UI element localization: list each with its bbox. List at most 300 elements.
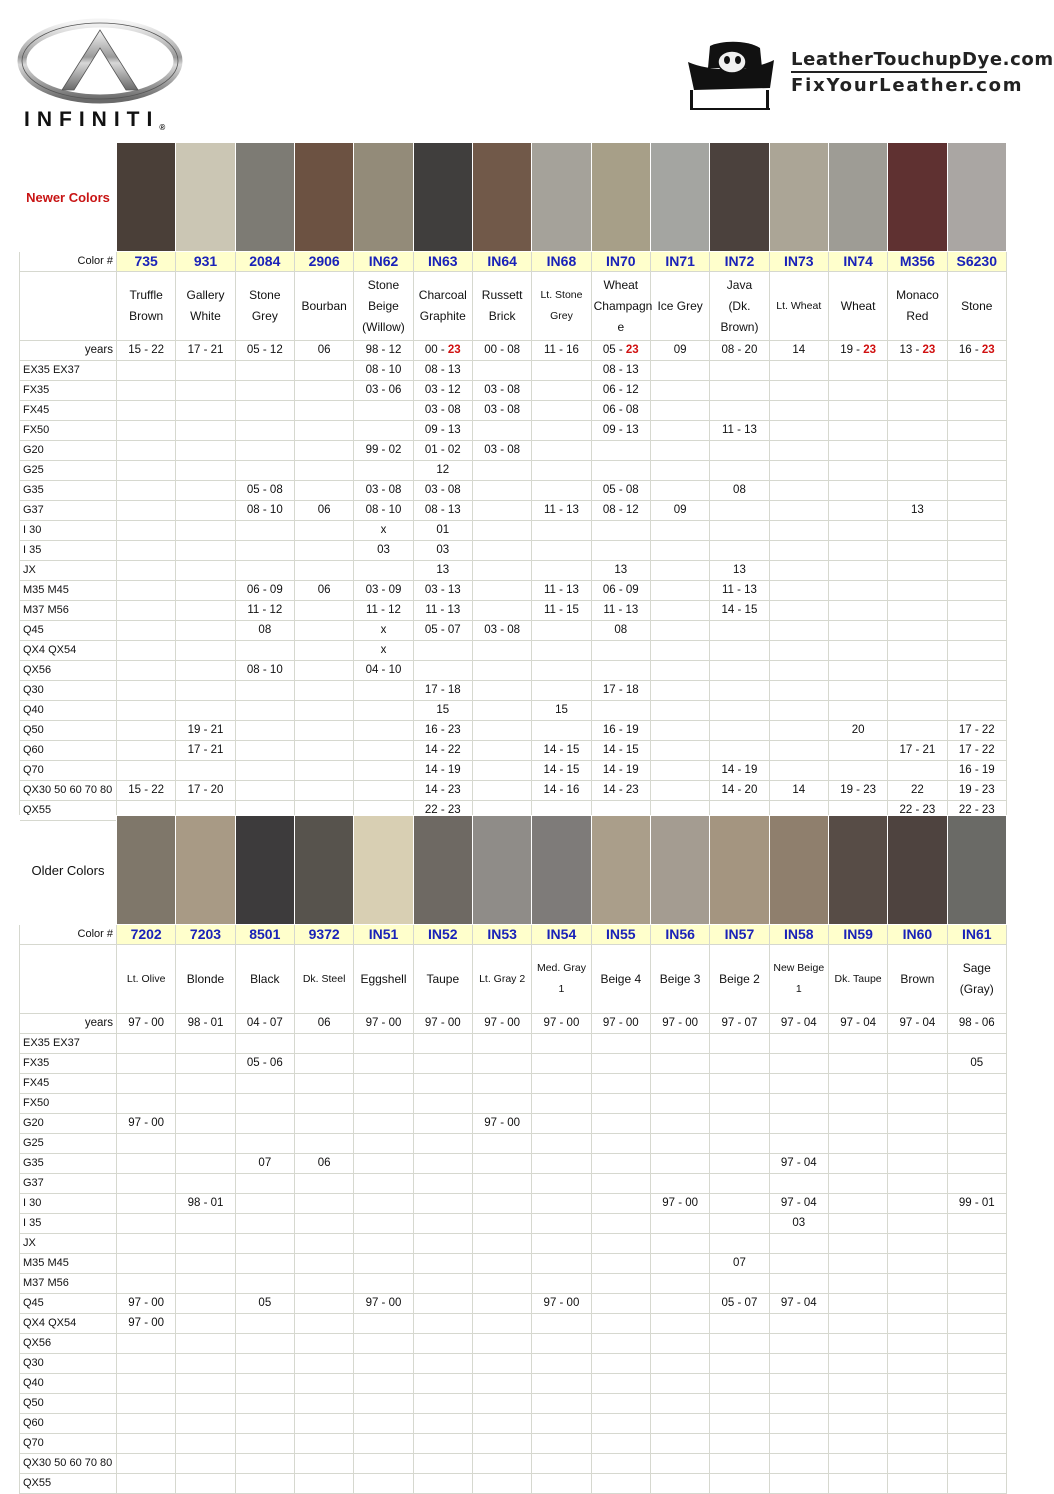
model-row	[20, 641, 1007, 661]
year-cell	[235, 1174, 294, 1194]
color-swatch	[176, 816, 235, 925]
year-cell: 19 - 23	[828, 781, 887, 801]
model-row	[20, 601, 1007, 621]
year-cell	[650, 1474, 709, 1494]
year-cell	[354, 701, 413, 721]
year-cell	[294, 701, 353, 721]
model-row	[20, 721, 1007, 741]
year-cell	[591, 1294, 650, 1314]
color-code: IN74	[828, 252, 887, 272]
model-name: G37	[20, 501, 117, 521]
year-cell: 03 - 08	[472, 381, 531, 401]
year-cell	[235, 1234, 294, 1254]
year-cell	[769, 721, 828, 741]
year-cell: 17 - 22	[947, 721, 1006, 741]
year-cell	[235, 1194, 294, 1214]
year-cell	[650, 561, 709, 581]
year-cell	[354, 1134, 413, 1154]
year-part: 97 - 00	[484, 1017, 521, 1029]
color-swatch	[532, 143, 591, 252]
model-row	[20, 421, 1007, 441]
color-name	[294, 272, 353, 341]
year-part: 97 - 04	[780, 1017, 817, 1029]
year-cell: 17 - 18	[413, 681, 472, 701]
year-cell	[472, 581, 531, 601]
year-cell: 03 - 08	[413, 481, 472, 501]
model-name: M35 M45	[20, 581, 117, 601]
year-cell: 13	[888, 501, 947, 521]
year-cell	[235, 1394, 294, 1414]
year-cell	[176, 541, 235, 561]
year-cell: 97 - 04	[769, 1154, 828, 1174]
year-cell: 15	[532, 701, 591, 721]
year-cell	[235, 1034, 294, 1054]
year-cell: 06	[294, 581, 353, 601]
color-name-line: Stone	[249, 288, 281, 302]
year-cell: 16 - 19	[947, 761, 1006, 781]
color-name-line: Beige	[368, 298, 399, 313]
year-cell	[769, 1134, 828, 1154]
color-swatch	[354, 816, 413, 925]
model-name: QX56	[20, 661, 117, 681]
year-cell	[532, 361, 591, 381]
year-cell	[472, 541, 531, 561]
year-cell	[947, 1454, 1006, 1474]
year-cell	[472, 681, 531, 701]
year-cell	[532, 1194, 591, 1214]
year-cell	[235, 761, 294, 781]
year-part: 98 - 01	[187, 1017, 224, 1029]
model-row	[20, 1294, 1007, 1314]
model-name: FX35	[20, 381, 117, 401]
model-row	[20, 441, 1007, 461]
year-cell	[888, 601, 947, 621]
year-cell	[769, 1254, 828, 1274]
year-cell	[235, 1454, 294, 1474]
year-cell: 13	[413, 561, 472, 581]
year-cell	[294, 1134, 353, 1154]
model-row	[20, 1174, 1007, 1194]
color-name-line: White	[190, 309, 221, 323]
color-name-line: New Beige	[773, 962, 825, 974]
year-cell: 01 - 02	[413, 441, 472, 461]
year-part: 97 - 00	[424, 1017, 461, 1029]
years-label: years	[20, 341, 117, 361]
model-row	[20, 541, 1007, 561]
color-name	[828, 945, 887, 1014]
year-cell	[354, 461, 413, 481]
year-cell	[117, 721, 176, 741]
year-cell	[710, 1054, 769, 1074]
color-name	[710, 272, 769, 341]
model-name: Q30	[20, 681, 117, 701]
color-code: S6230	[947, 252, 1006, 272]
year-cell	[947, 1314, 1006, 1334]
year-cell	[117, 541, 176, 561]
year-cell	[532, 461, 591, 481]
color-name	[947, 945, 1006, 1014]
year-cell	[117, 1134, 176, 1154]
year-cell	[650, 1374, 709, 1394]
year-cell	[591, 661, 650, 681]
year-cell	[650, 441, 709, 461]
year-cell	[117, 661, 176, 681]
year-cell	[176, 1154, 235, 1174]
year-cell	[769, 1174, 828, 1194]
color-code: IN62	[354, 252, 413, 272]
year-cell: 01	[413, 521, 472, 541]
color-name-line: 1	[795, 983, 802, 995]
year-cell	[235, 1434, 294, 1454]
year-cell: 97 - 04	[769, 1194, 828, 1214]
year-cell: 14 - 20	[710, 781, 769, 801]
year-cell: 11 - 13	[591, 601, 650, 621]
year-cell	[769, 461, 828, 481]
year-cell	[947, 561, 1006, 581]
year-cell	[947, 1274, 1006, 1294]
year-cell	[947, 381, 1006, 401]
model-name: JX	[20, 561, 117, 581]
year-cell	[888, 621, 947, 641]
year-cell: 03 - 09	[354, 581, 413, 601]
year-cell	[888, 1234, 947, 1254]
color-name	[769, 945, 828, 1014]
year-cell: 17 - 21	[888, 741, 947, 761]
year-cell	[235, 781, 294, 801]
year-cell	[294, 541, 353, 561]
year-cell: 03	[769, 1214, 828, 1234]
year-cell	[769, 1354, 828, 1374]
year-cell	[472, 1174, 531, 1194]
year-cell	[354, 1274, 413, 1294]
color-name-line: (Dk.	[728, 298, 751, 313]
year-cell	[413, 1234, 472, 1254]
year-cell	[354, 1474, 413, 1494]
year-cell	[176, 1454, 235, 1474]
year-range	[947, 341, 1006, 361]
brand-block	[680, 38, 1054, 116]
year-cell: 14 - 19	[710, 761, 769, 781]
year-cell	[947, 1474, 1006, 1494]
year-range	[769, 1014, 828, 1034]
year-cell	[650, 1234, 709, 1254]
year-cell	[769, 441, 828, 461]
year-cell	[354, 1114, 413, 1134]
year-cell	[176, 1414, 235, 1434]
year-cell	[947, 1094, 1006, 1114]
year-cell	[947, 1074, 1006, 1094]
year-cell	[235, 1414, 294, 1434]
year-cell	[176, 621, 235, 641]
year-cell	[888, 441, 947, 461]
year-cell	[413, 1194, 472, 1214]
year-cell	[769, 501, 828, 521]
year-cell	[828, 401, 887, 421]
year-cell	[828, 1414, 887, 1434]
year-cell	[888, 361, 947, 381]
year-cell	[294, 1194, 353, 1214]
year-cell	[354, 681, 413, 701]
color-name-line: Taupe	[426, 971, 460, 986]
year-cell	[472, 601, 531, 621]
color-swatch	[591, 816, 650, 925]
year-cell	[532, 441, 591, 461]
year-cell	[710, 541, 769, 561]
year-cell	[472, 361, 531, 381]
year-cell	[650, 461, 709, 481]
year-cell: 08 - 13	[591, 361, 650, 381]
year-cell	[710, 381, 769, 401]
model-row	[20, 581, 1007, 601]
color-name-line: Wheat	[603, 277, 639, 292]
year-cell	[413, 1354, 472, 1374]
model-row	[20, 1374, 1007, 1394]
year-cell	[947, 1214, 1006, 1234]
year-cell	[710, 1114, 769, 1134]
year-cell	[294, 1334, 353, 1354]
color-code: IN53	[472, 925, 531, 945]
year-cell	[710, 441, 769, 461]
year-cell	[650, 601, 709, 621]
model-name: Q70	[20, 1434, 117, 1454]
year-cell	[888, 641, 947, 661]
year-cell	[591, 521, 650, 541]
year-range	[947, 1014, 1006, 1034]
year-cell	[828, 1454, 887, 1474]
year-cell	[947, 1034, 1006, 1054]
year-cell	[354, 781, 413, 801]
year-cell	[828, 1314, 887, 1334]
year-cell	[532, 1314, 591, 1334]
color-code: IN71	[650, 252, 709, 272]
year-cell	[176, 1054, 235, 1074]
year-cell	[117, 1414, 176, 1434]
year-cell	[888, 1274, 947, 1294]
color-name-line: Charcoal	[418, 288, 467, 302]
color-swatch	[947, 143, 1006, 252]
year-cell	[947, 1294, 1006, 1314]
year-cell: 04 - 10	[354, 661, 413, 681]
year-cell	[176, 361, 235, 381]
year-cell	[828, 641, 887, 661]
year-cell: 17 - 21	[176, 741, 235, 761]
year-cell	[117, 361, 176, 381]
color-code: IN59	[828, 925, 887, 945]
year-cell	[472, 701, 531, 721]
year-cell	[235, 1354, 294, 1374]
older-colors-table	[19, 815, 1007, 1494]
year-cell: 22 - 23	[413, 801, 472, 821]
year-cell	[591, 1374, 650, 1394]
year-cell	[650, 681, 709, 701]
year-cell	[769, 581, 828, 601]
year-cell	[532, 1454, 591, 1474]
color-name-line: e	[617, 319, 625, 334]
color-name	[888, 272, 947, 341]
color-name-line: Lt. Olive	[126, 972, 166, 985]
year-cell	[413, 1034, 472, 1054]
year-cell	[888, 481, 947, 501]
year-cell	[591, 1054, 650, 1074]
year-cell	[591, 1194, 650, 1214]
year-cell	[769, 1334, 828, 1354]
year-cell	[710, 741, 769, 761]
model-row	[20, 1054, 1007, 1074]
year-range	[294, 1014, 353, 1034]
year-cell	[710, 701, 769, 721]
year-cell	[650, 761, 709, 781]
year-cell	[947, 421, 1006, 441]
model-name: Q60	[20, 1414, 117, 1434]
year-cell	[769, 421, 828, 441]
year-cell	[532, 1394, 591, 1414]
color-name	[117, 945, 176, 1014]
color-num-label: Color #	[20, 252, 117, 272]
year-cell: x	[354, 621, 413, 641]
year-range	[354, 1014, 413, 1034]
color-name-line: Dk. Steel	[302, 972, 346, 985]
year-cell: x	[354, 521, 413, 541]
year-cell	[472, 1394, 531, 1414]
color-name	[888, 945, 947, 1014]
color-name-line: Russett	[481, 288, 523, 302]
year-cell	[532, 1054, 591, 1074]
year-cell	[235, 701, 294, 721]
year-cell	[294, 1254, 353, 1274]
years-label: years	[20, 1014, 117, 1034]
year-cell	[591, 1354, 650, 1374]
year-cell: 11 - 13	[710, 421, 769, 441]
year-cell	[532, 421, 591, 441]
year-cell	[235, 441, 294, 461]
year-cell: 17 - 20	[176, 781, 235, 801]
year-range	[710, 341, 769, 361]
year-cell: 19 - 23	[947, 781, 1006, 801]
year-cell	[235, 741, 294, 761]
year-cell	[769, 601, 828, 621]
model-row	[20, 1214, 1007, 1234]
year-cell	[947, 1154, 1006, 1174]
year-cell	[532, 561, 591, 581]
year-cell	[591, 1474, 650, 1494]
year-cell	[176, 601, 235, 621]
year-part: 98 - 12	[365, 344, 402, 356]
color-name	[235, 945, 294, 1014]
year-cell	[176, 1234, 235, 1254]
color-code: IN51	[354, 925, 413, 945]
year-part: 06	[317, 344, 331, 356]
year-cell	[888, 1054, 947, 1074]
year-part: 04 - 07	[246, 1017, 283, 1029]
year-cell	[650, 621, 709, 641]
year-cell: 99 - 01	[947, 1194, 1006, 1214]
year-cell	[650, 1294, 709, 1314]
year-cell	[354, 1074, 413, 1094]
year-cell	[413, 1114, 472, 1134]
color-name	[650, 272, 709, 341]
year-cell	[650, 581, 709, 601]
model-name: I 35	[20, 1214, 117, 1234]
year-part: 05 - 12	[246, 344, 283, 356]
year-range	[591, 1014, 650, 1034]
year-cell	[828, 701, 887, 721]
names-label	[20, 945, 117, 1014]
year-cell: 97 - 00	[472, 1114, 531, 1134]
year-cell	[294, 1274, 353, 1294]
year-cell	[947, 1134, 1006, 1154]
model-name: G20	[20, 1114, 117, 1134]
year-part: 08 - 20	[721, 344, 758, 356]
model-name: Q40	[20, 1374, 117, 1394]
color-swatch	[117, 816, 176, 925]
year-part: 23	[625, 344, 639, 356]
year-cell	[294, 1434, 353, 1454]
color-name-line: 1	[558, 983, 565, 995]
model-name: Q50	[20, 721, 117, 741]
model-name: G25	[20, 461, 117, 481]
year-cell	[769, 641, 828, 661]
year-cell	[235, 1094, 294, 1114]
year-cell	[650, 1314, 709, 1334]
year-part: 15 - 22	[128, 344, 165, 356]
section-title: Newer Colors	[20, 143, 117, 252]
year-part: 00 -	[424, 344, 448, 356]
color-swatch	[235, 143, 294, 252]
year-cell	[532, 1414, 591, 1434]
model-row	[20, 481, 1007, 501]
year-cell	[354, 1374, 413, 1394]
year-cell	[354, 401, 413, 421]
year-cell: 08	[591, 621, 650, 641]
color-swatch	[947, 816, 1006, 925]
year-cell	[176, 641, 235, 661]
swatch-row	[20, 143, 1007, 252]
color-swatch	[413, 143, 472, 252]
color-name-line: (Willow)	[362, 319, 405, 334]
year-cell: 08 - 10	[354, 361, 413, 381]
year-cell	[117, 381, 176, 401]
model-name: I 35	[20, 541, 117, 561]
year-cell	[176, 701, 235, 721]
year-cell: 03	[413, 541, 472, 561]
year-cell	[650, 1214, 709, 1234]
year-cell	[117, 561, 176, 581]
year-cell	[947, 481, 1006, 501]
year-cell	[532, 1254, 591, 1274]
year-cell	[235, 421, 294, 441]
year-cell	[294, 381, 353, 401]
year-part: 23	[981, 344, 995, 356]
year-cell: 14 - 15	[532, 761, 591, 781]
color-swatch	[710, 816, 769, 925]
year-cell	[413, 1314, 472, 1334]
year-cell: 17 - 18	[591, 681, 650, 701]
year-cell	[769, 1074, 828, 1094]
year-cell	[828, 1054, 887, 1074]
model-row	[20, 1334, 1007, 1354]
year-range	[532, 1014, 591, 1034]
year-cell	[947, 1374, 1006, 1394]
year-cell: 11 - 13	[710, 581, 769, 601]
year-cell	[532, 1274, 591, 1294]
year-range	[769, 341, 828, 361]
year-cell	[710, 1154, 769, 1174]
year-cell	[591, 1434, 650, 1454]
year-cell	[888, 1474, 947, 1494]
year-range	[235, 1014, 294, 1034]
year-cell: 03 - 08	[354, 481, 413, 501]
year-cell: 97 - 00	[117, 1314, 176, 1334]
